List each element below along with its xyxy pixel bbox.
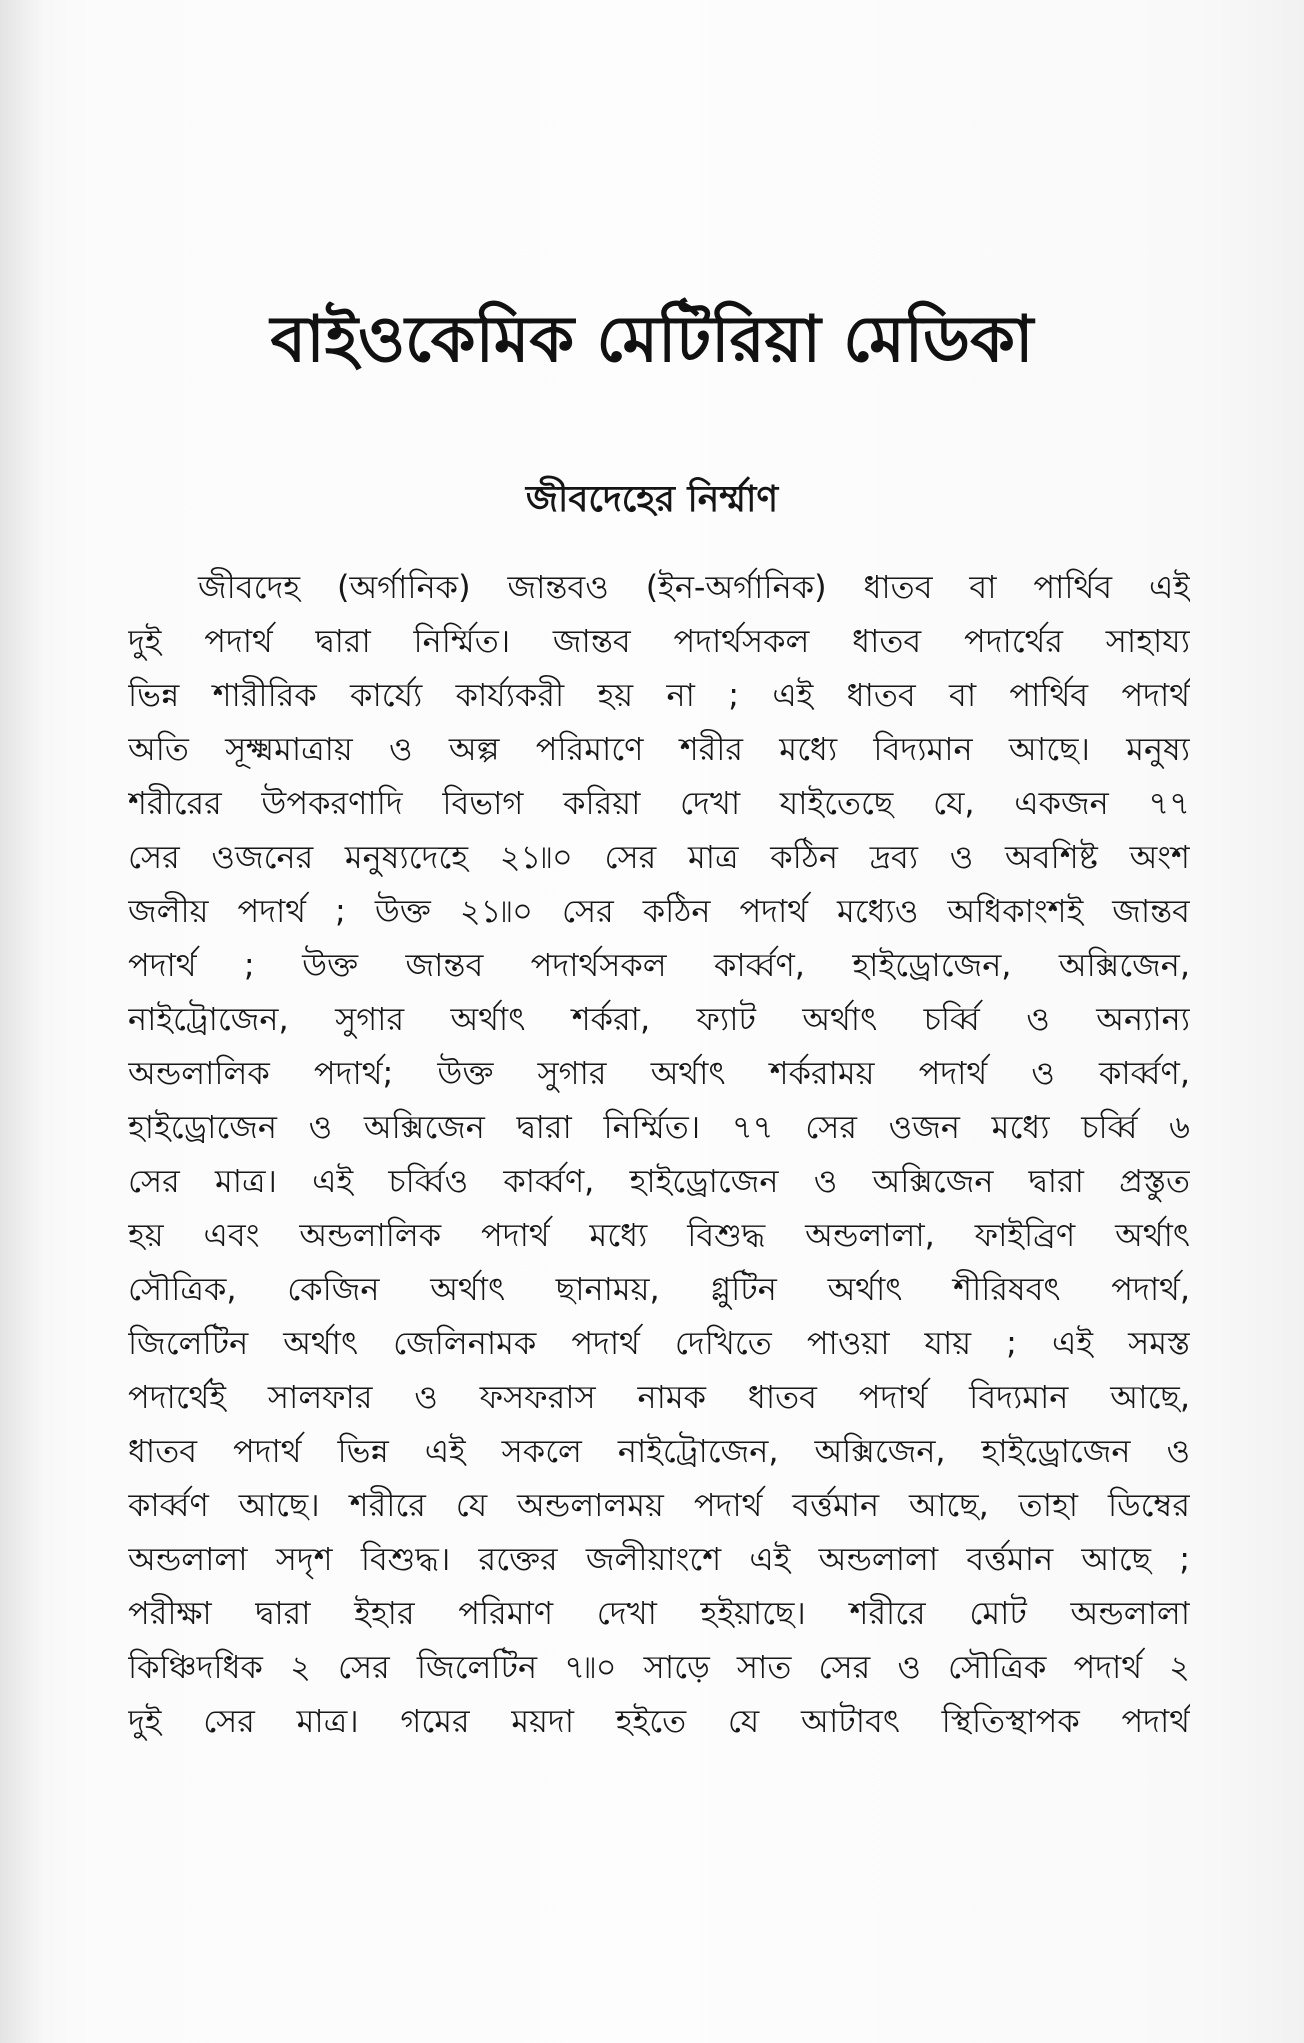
text-line: পদার্থেই সালফার ও ফসফরাস নামক ধাতব পদার্থ বিদ্যমান আছে, bbox=[128, 1378, 1190, 1416]
section-heading: জীবদেহের নির্ম্মাণ bbox=[525, 479, 779, 520]
text-line: দুই পদার্থ দ্বারা নির্ম্মিত। জান্তব পদার্থসকল ধাতব পদার্থের সাহায্য bbox=[128, 622, 1190, 660]
text-line: নাইট্রোজেন, সুগার অর্থাৎ শর্করা, ফ্যাট অর্থাৎ চর্ব্বি ও অন্যান্য bbox=[128, 1000, 1190, 1038]
text-line: পরীক্ষা দ্বারা ইহার পরিমাণ দেখা হইয়াছে। শরীরে মোট অন্ডলালা bbox=[128, 1594, 1190, 1632]
text-line: ধাতব পদার্থ ভিন্ন এই সকলে নাইট্রোজেন, অক্সিজেন, হাইড্রোজেন ও bbox=[128, 1432, 1190, 1470]
body-paragraph bbox=[128, 560, 1190, 1748]
text-line: জলীয় পদার্থ ; উক্ত ২১৷৷০ সের কঠিন পদার্থ মধ্যেও অধিকাংশই জান্তব bbox=[128, 892, 1190, 930]
page-title: বাইওকেমিক মেটিরিয়া মেডিকা bbox=[270, 303, 1034, 377]
text-line: অতি সূক্ষ্মমাত্রায় ও অল্প পরিমাণে শরীর মধ্যে বিদ্যমান আছে। মনুষ্য bbox=[128, 730, 1190, 768]
text-line: জিলেটিন অর্থাৎ জেলিনামক পদার্থ দেখিতে পাওয়া যায় ; এই সমস্ত bbox=[128, 1324, 1190, 1362]
text-line: পদার্থ ; উক্ত জান্তব পদার্থসকল কার্ব্বণ, হাইড্রোজেন, অক্সিজেন, bbox=[128, 946, 1190, 984]
spine-shadow bbox=[0, 0, 46, 2043]
text-line: হাইড্রোজেন ও অক্সিজেন দ্বারা নির্ম্মিত। ৭৭ সের ওজন মধ্যে চর্ব্বি ৬ bbox=[128, 1108, 1190, 1146]
text-line: দুই সের মাত্র। গমের ময়দা হইতে যে আটাবৎ স্থিতিস্থাপক পদার্থ bbox=[128, 1702, 1190, 1740]
text-line: জীবদেহ (অর্গানিক) জান্তবও (ইন-অর্গানিক) ধাতব বা পার্থিব এই bbox=[198, 568, 1190, 606]
text-line: ভিন্ন শারীরিক কার্য্যে কার্য্যকরী হয় না ; এই ধাতব বা পার্থিব পদার্থ bbox=[128, 676, 1190, 714]
text-line: শরীরের উপকরণাদি বিভাগ করিয়া দেখা যাইতেছে যে, একজন ৭৭ bbox=[128, 784, 1190, 822]
text-line: সৌত্রিক, কেজিন অর্থাৎ ছানাময়, গ্লুটিন অর্থাৎ শীরিষবৎ পদার্থ, bbox=[128, 1270, 1190, 1308]
text-line: কিঞ্চিদধিক ২ সের জিলেটিন ৭৷৷০ সাড়ে সাত সের ও সৌত্রিক পদার্থ ২ bbox=[128, 1648, 1190, 1686]
text-line: হয় এবং অন্ডলালিক পদার্থ মধ্যে বিশুদ্ধ অন্ডলালা, ফাইব্রিণ অর্থাৎ bbox=[128, 1216, 1190, 1254]
text-line: সের ওজনের মনুষ্যদেহে ২১৷৷০ সের মাত্র কঠিন দ্রব্য ও অবশিষ্ট অংশ bbox=[128, 838, 1190, 876]
text-line: কার্ব্বণ আছে। শরীরে যে অন্ডলালময় পদার্থ বর্ত্তমান আছে, তাহা ডিম্বের bbox=[128, 1486, 1190, 1524]
text-line: অন্ডলালিক পদার্থ; উক্ত সুগার অর্থাৎ শর্করাময় পদার্থ ও কার্ব্বণ, bbox=[128, 1054, 1190, 1092]
text-line: সের মাত্র। এই চর্ব্বিও কার্ব্বণ, হাইড্রোজেন ও অক্সিজেন দ্বারা প্রস্তুত bbox=[128, 1162, 1190, 1200]
text-line: অন্ডলালা সদৃশ বিশুদ্ধ। রক্তের জলীয়াংশে এই অন্ডলালা বর্ত্তমান আছে ; bbox=[128, 1540, 1190, 1578]
